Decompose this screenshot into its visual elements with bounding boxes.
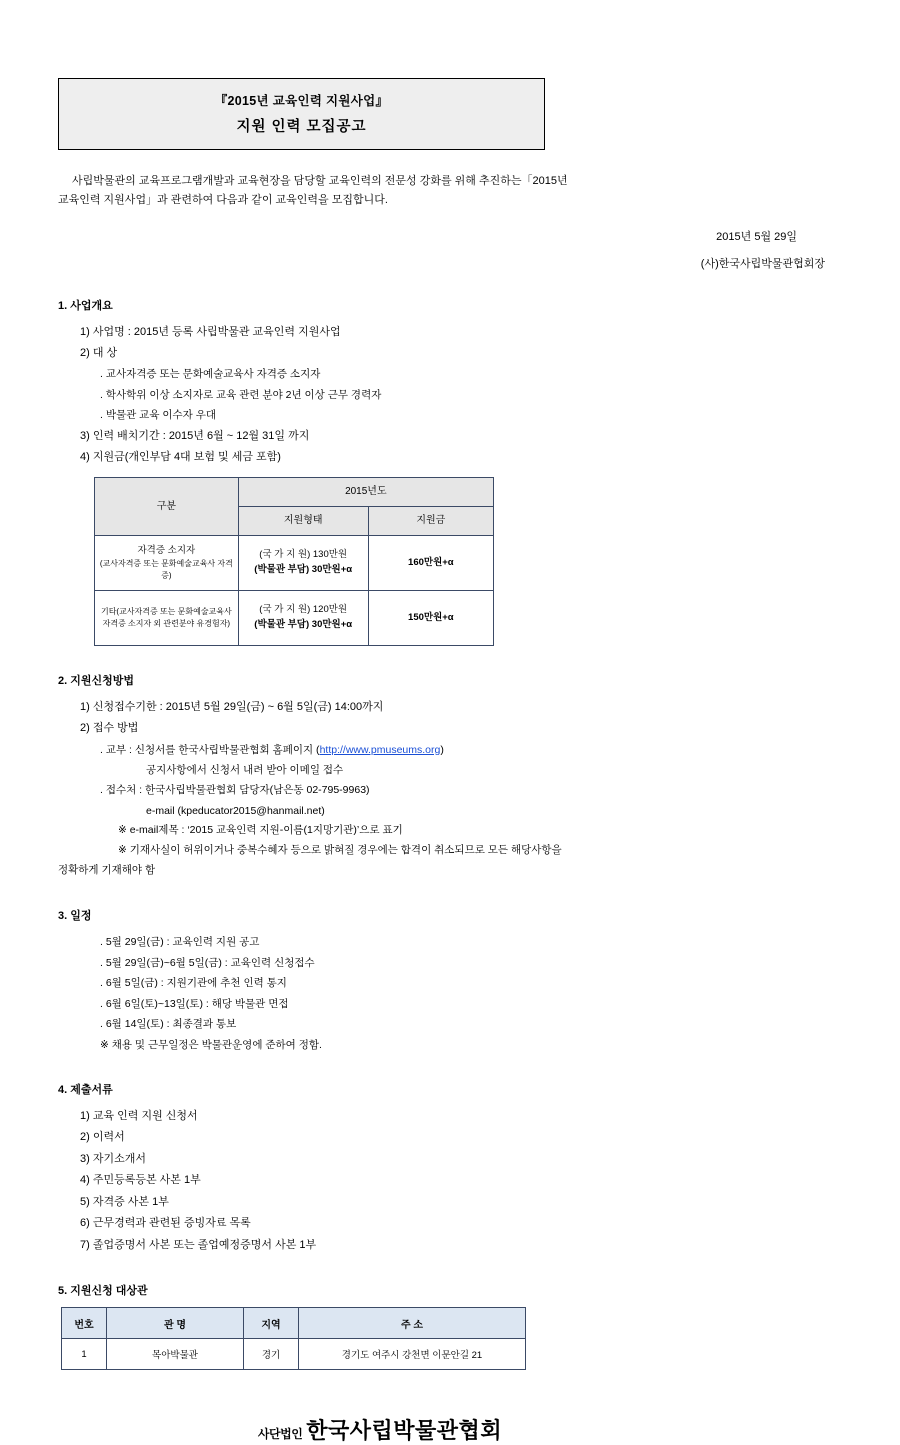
intro-line-1: 사립박물관의 교육프로그램개발과 교육현장을 담당할 교육인력의 전문성 강화를 위해 추진하는「2015년	[72, 175, 568, 187]
application-note-2: ※ 기재사실이 허위이거나 중복수혜자 등으로 밝혀질 경우에는 합격이 취소되므로 모든 해당사항을	[118, 844, 562, 857]
row-1-gubun	[95, 535, 239, 590]
issue-date: 2015년 5월 29일	[716, 230, 797, 243]
museum-cell-address: 경기도 여주시 강천면 이문안길 21	[299, 1339, 526, 1370]
schedule-item: . 6월 6일(토)~13일(토) : 해당 박물관 면접	[100, 997, 289, 1010]
row-2-gubun-sub: 자격증 소지자 외 관련분야 유경험자)	[102, 618, 231, 628]
section-target-museums-heading: 5. 지원신청 대상관	[58, 1285, 148, 1298]
schedule-item: . 5월 29일(금)~6월 5일(금) : 교육인력 신청접수	[100, 956, 315, 969]
intro-paragraph	[55, 172, 845, 211]
footer-entity-type: 사단법인	[257, 1427, 303, 1442]
row-2-amount: 150만원+α	[368, 590, 493, 645]
schedule-item: . 6월 5일(금) : 지원기관에 추천 인력 통지	[100, 977, 287, 990]
museum-header-region: 지역	[244, 1308, 299, 1339]
section-target-museums	[55, 1282, 845, 1370]
schedule-note: ※ 채용 및 근무일정은 박물관운영에 준하여 정함.	[100, 1038, 322, 1051]
application-submit-line-2: 공지사항에서 신청서 내려 받아 이메일 접수	[146, 764, 344, 776]
overview-item-2-sub-2: . 학사학위 이상 소지자로 교육 관련 분야 2년 이상 근무 경력자	[100, 388, 382, 401]
footer-organization-name: 한국사립박물관협회	[306, 1418, 503, 1444]
row-1-gubun-main: 자격증 소지자	[137, 544, 196, 556]
title-line-1: 『2015년 교육인력 지원사업』	[214, 94, 389, 108]
section-schedule-heading: 3. 일정	[58, 910, 92, 923]
table-header-row	[62, 1308, 526, 1339]
support-amount-table	[94, 477, 494, 646]
application-item-1: 1) 신청접수기한 : 2015년 5월 29일(금) ~ 6월 5일(금) 14:00까지	[80, 700, 384, 713]
document-item: 3) 자기소개서	[80, 1152, 146, 1165]
row-1-type-line-1: (국 가 지 원) 130만원	[259, 549, 348, 561]
document-item: 6) 근무경력과 관련된 증빙자료 목록	[80, 1217, 251, 1230]
museum-cell-region: 경기	[244, 1339, 299, 1370]
section-application-heading: 2. 지원신청방법	[58, 674, 134, 687]
schedule-item: . 6월 14일(토) : 최종결과 통보	[100, 1018, 237, 1031]
row-2-gubun	[95, 590, 239, 645]
application-submit-line	[58, 740, 845, 760]
header-gubun: 구분	[95, 477, 239, 535]
section-application-method	[55, 672, 845, 882]
document-item: 1) 교육 인력 지원 신청서	[80, 1110, 198, 1123]
header-support-type: 지원형태	[238, 506, 368, 535]
issuing-organization: (사)한국사립박물관협회장	[700, 257, 825, 270]
row-2-type	[238, 590, 368, 645]
row-2-type-line-2: (박물관 부담) 30만원+α	[254, 618, 353, 630]
application-email: e-mail (kpeducator2015@hanmail.net)	[146, 804, 325, 817]
museum-header-number: 번호	[62, 1308, 107, 1339]
homepage-link[interactable]: http://www.pmuseums.org	[319, 743, 441, 756]
document-item: 4) 주민등록등본 사본 1부	[80, 1174, 201, 1187]
application-note-1: ※ e-mail제목 : ‘2015 교육인력 지원-이름(1지망기관)’으로 표기	[118, 824, 403, 837]
document-title-box	[58, 78, 545, 150]
table-header-row	[95, 477, 494, 506]
table-row	[62, 1339, 526, 1370]
overview-item-2: 2) 대 상	[80, 346, 118, 359]
header-support-amount: 지원금	[368, 506, 493, 535]
row-1-type-line-2: (박물관 부담) 30만원+α	[254, 563, 353, 575]
overview-item-1: 1) 사업명 : 2015년 등록 사립박물관 교육인력 지원사업	[80, 325, 341, 338]
schedule-item: . 5월 29일(금) : 교육인력 지원 공고	[100, 936, 260, 949]
museum-header-name: 관 명	[107, 1308, 244, 1339]
application-note-2-continued: 정확하게 기재해야 함	[58, 864, 156, 877]
museum-header-address: 주 소	[299, 1308, 526, 1339]
table-row	[95, 590, 494, 645]
title-line-2: 지원 인력 모집공고	[236, 119, 367, 135]
section-documents-heading: 4. 제출서류	[58, 1084, 113, 1097]
document-item: 7) 졸업증명서 사본 또는 졸업예정증명서 사본 1부	[80, 1238, 317, 1251]
document-footer	[55, 1414, 845, 1445]
intro-line-2: 교육인력 지원사업」과 관련하여 다음과 같이 교육인력을 모집합니다.	[58, 194, 388, 207]
row-1-gubun-sub: (교사자격증 또는 문화예술교육사 자격증)	[99, 559, 233, 580]
target-museum-table	[61, 1307, 526, 1370]
header-year: 2015년도	[238, 477, 493, 506]
table-row	[95, 535, 494, 590]
museum-cell-number: 1	[62, 1339, 107, 1370]
document-item: 5) 자격증 사본 1부	[80, 1195, 169, 1208]
row-2-gubun-main: 기타(교사자격증 또는 문화예술교육사	[100, 607, 232, 617]
application-submit-prefix: . 교부 : 신청서를 한국사립박물관협회 홈페이지 (	[100, 743, 320, 756]
overview-item-4: 4) 지원금(개인부담 4대 보험 및 세금 포함)	[80, 451, 281, 464]
overview-item-3: 3) 인력 배치기간 : 2015년 6월 ~ 12월 31일 까지	[80, 429, 310, 442]
application-contact: . 접수처 : 한국사립박물관협회 담당자(남은동 02-795-9963)	[100, 784, 370, 797]
section-overview-heading: 1. 사업개요	[58, 299, 113, 312]
section-schedule	[55, 907, 845, 1055]
application-item-2: 2) 접수 방법	[80, 722, 139, 735]
overview-item-2-sub-1: . 교사자격증 또는 문화예술교육사 자격증 소지자	[100, 368, 321, 381]
row-1-amount: 160만원+α	[368, 535, 493, 590]
section-documents	[55, 1081, 845, 1256]
overview-item-2-sub-3: . 박물관 교육 이수자 우대	[100, 409, 217, 422]
row-1-type	[238, 535, 368, 590]
section-overview	[55, 297, 845, 646]
document-page	[0, 78, 900, 1444]
document-item: 2) 이력서	[80, 1131, 125, 1144]
application-submit-suffix: )	[440, 743, 444, 756]
row-2-type-line-1: (국 가 지 원) 120만원	[259, 604, 348, 616]
museum-cell-name: 목아박물관	[107, 1339, 244, 1370]
